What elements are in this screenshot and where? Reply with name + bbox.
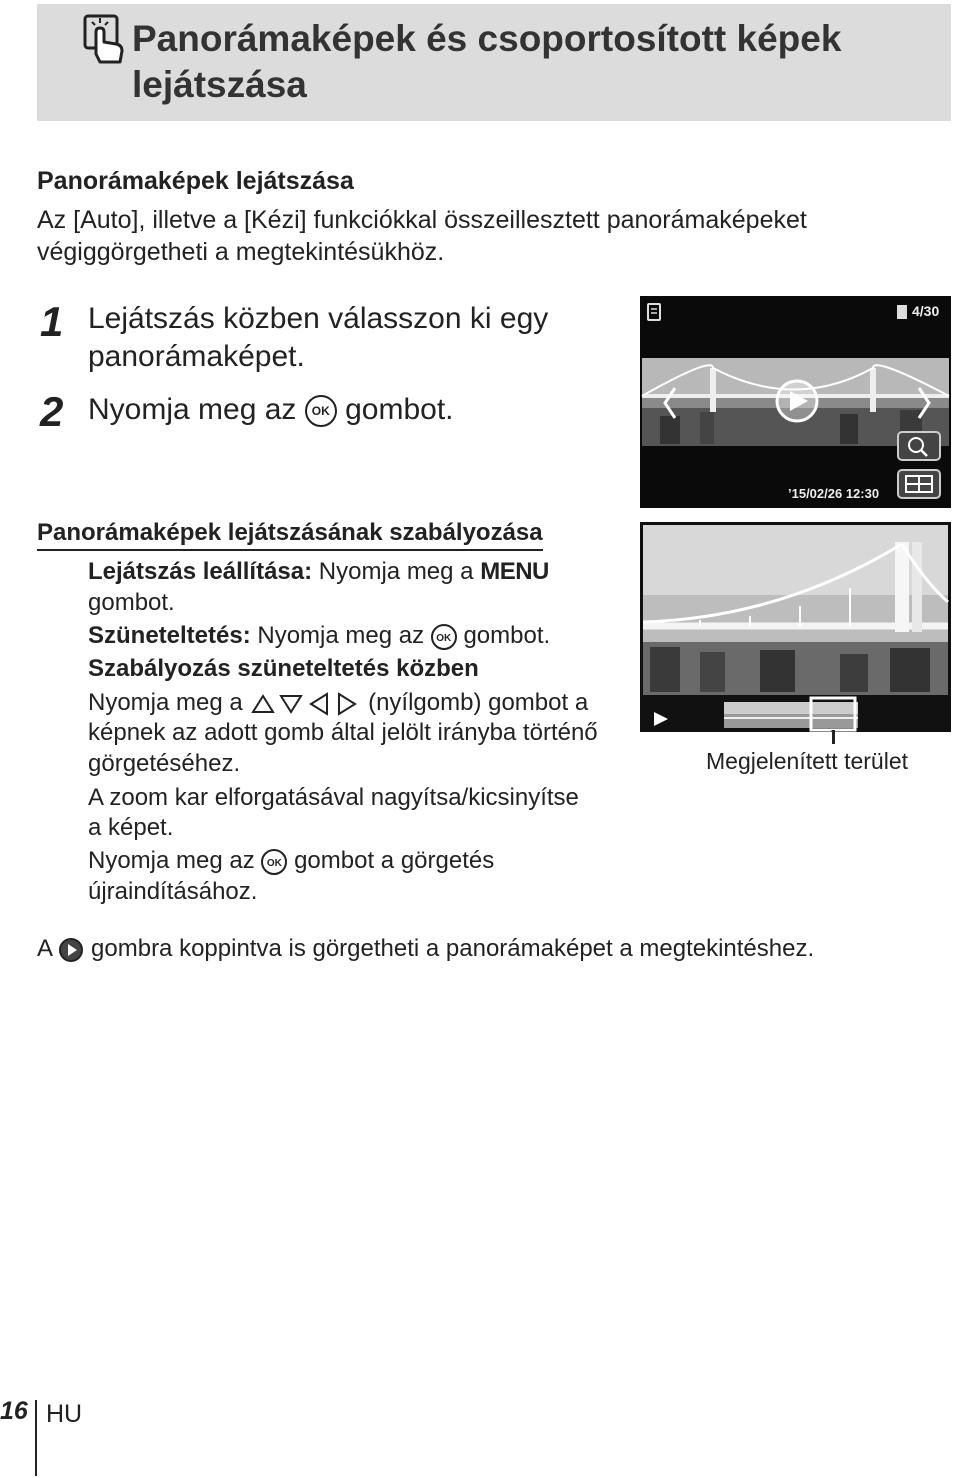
note-prefix: A <box>37 935 52 962</box>
arrows-line-3: görgetéséhez. <box>88 750 241 777</box>
note-text: gombra koppintva is görgetheti a panorámaképet a megtekintéshez. <box>91 935 815 962</box>
intro-line-2: végiggörgetheti a megtekintésükhöz. <box>37 238 445 266</box>
date-time: ’15/02/26 12:30 <box>788 486 880 501</box>
arrows-instruction <box>88 687 628 719</box>
page-number: 16 <box>0 1397 28 1425</box>
zoom-line-1: A zoom kar elforgatásával nagyítsa/kicsinyítse <box>88 784 579 811</box>
ok-button-icon: OK <box>431 624 457 650</box>
displayed-area-caption: Megjelenített terület <box>706 748 909 774</box>
arrows-suffix: (nyílgomb) gombot a <box>368 689 589 716</box>
step-1-line-1: Lejátszás közben válasszon ki egy <box>88 302 549 335</box>
section-heading: Panorámaképek lejátszása <box>37 167 354 195</box>
arrows-line-2: képnek az adott gomb által jelölt irányba történő <box>88 719 598 746</box>
touch-scroll-note <box>37 933 814 965</box>
step-2-prefix: Nyomja meg az <box>88 393 297 426</box>
language-code: HU <box>46 1400 83 1428</box>
image-counter: 4/30 <box>912 303 940 319</box>
pause-suffix: gombot. <box>463 622 551 649</box>
stop-label: Lejátszás leállítása: <box>88 558 313 585</box>
play-circle-icon <box>58 937 84 963</box>
pause-instruction <box>88 620 608 652</box>
panorama-scroll-screen <box>640 522 951 732</box>
arrows-prefix: Nyomja meg a <box>88 689 243 716</box>
step-number: 1 <box>40 298 64 345</box>
restart-instruction <box>88 845 608 877</box>
control-heading: Panorámaképek lejátszásának szabályozása <box>37 519 543 551</box>
ok-button-icon: OK <box>305 395 337 427</box>
zoom-icon <box>898 432 940 460</box>
paused-heading: Szabályozás szüneteltetés közben <box>88 655 479 682</box>
sd-card-icon <box>897 305 907 319</box>
restart-suffix: gombot a görgetés <box>294 847 495 874</box>
step-2-text <box>88 391 454 429</box>
panorama-detail-image <box>640 522 951 732</box>
touch-hand-icon <box>82 14 128 64</box>
restart-line-2: újraindításához. <box>88 878 258 905</box>
arrow-keys-icon <box>249 692 361 716</box>
camera-playback-screen <box>640 296 951 508</box>
panorama-preview-image <box>640 296 951 508</box>
page-title: Panorámaképek és csoportosított képek lejátszása <box>132 18 842 105</box>
pause-label: Szüneteltetés: <box>88 622 251 649</box>
stop-suffix: gombot. <box>88 589 175 616</box>
intro-line-1: Az [Auto], illetve a [Kézi] funkciókkal összeillesztett panorámaképeket <box>37 206 807 234</box>
zoom-line-2: a képet. <box>88 814 174 841</box>
ok-button-icon: OK <box>261 849 287 875</box>
footer-divider <box>35 1400 37 1476</box>
menu-button-label: MENU <box>480 558 549 585</box>
pause-text: Nyomja meg az <box>257 622 425 649</box>
stop-text: Nyomja meg a <box>318 558 474 585</box>
step-number: 2 <box>40 388 64 435</box>
restart-prefix: Nyomja meg az <box>88 847 255 874</box>
stop-instruction <box>88 556 588 588</box>
step-1-line-2: panorámaképet. <box>88 340 305 373</box>
step-2-suffix: gombot. <box>345 393 454 426</box>
caption-pointer <box>832 730 835 744</box>
